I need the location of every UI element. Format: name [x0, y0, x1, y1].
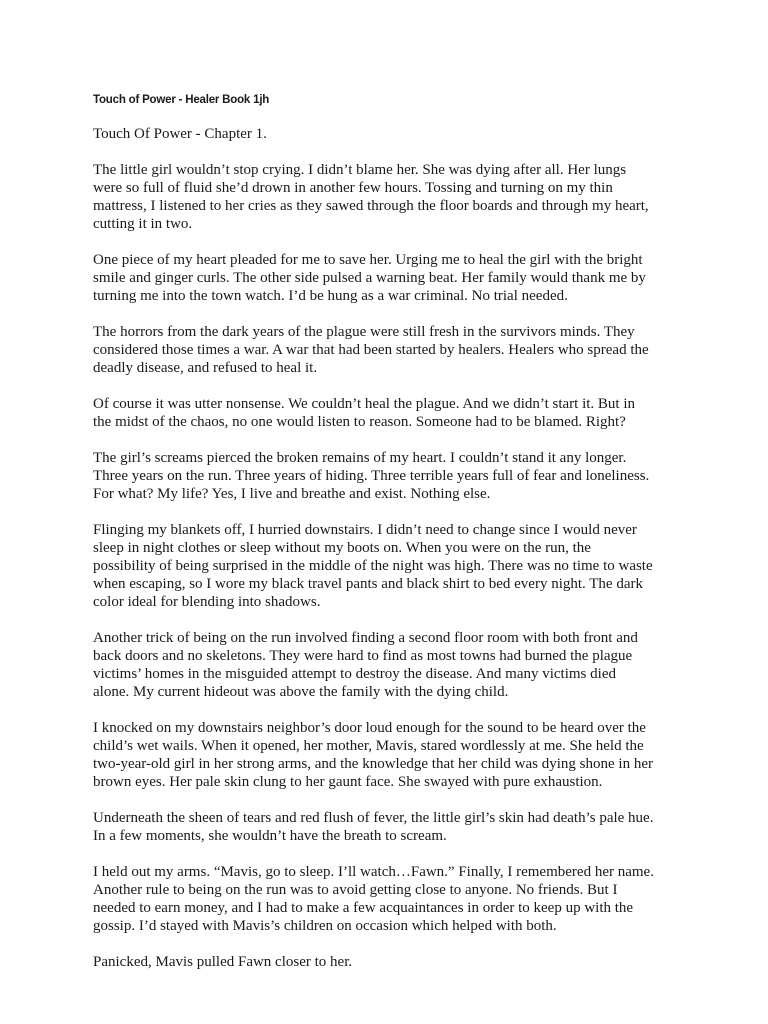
text-line: gossip. I’d stayed with Mavis’s children on occasion which helped with both. [93, 918, 557, 934]
text-line: two-year-old girl in her strong arms, and the knowledge that her child was dying shone in her [93, 756, 653, 772]
text-line: possibility of being surprised in the middle of the night was high. There was no time to waste [93, 558, 653, 574]
document-header: Touch of Power - Healer Book 1jh [93, 94, 270, 106]
text-line: considered those times a war. A war that had been started by healers. Healers who spread the [93, 342, 649, 358]
paragraph [93, 809, 713, 845]
text-line: Another rule to being on the run was to avoid getting close to anyone. No friends. But I [93, 882, 618, 898]
text-line: turning me into the town watch. I’d be hung as a war criminal. No trial needed. [93, 288, 568, 304]
text-line: victims’ homes in the misguided attempt to destroy the disease. And many victims died [93, 666, 616, 682]
paragraph [93, 863, 713, 935]
text-line: were so full of fluid she’d drown in another few hours. Tossing and turning on my thin [93, 180, 613, 196]
text-line: Flinging my blankets off, I hurried downstairs. I didn’t need to change since I would never [93, 522, 637, 538]
paragraph [93, 719, 713, 791]
text-line: Another trick of being on the run involved finding a second floor room with both front and [93, 630, 638, 646]
text-line: I held out my arms. “Mavis, go to sleep. I’ll watch…Fawn.” Finally, I remembered her name. [93, 864, 654, 880]
document-body [93, 161, 713, 989]
text-line: back doors and no skeletons. They were hard to find as most towns had burned the plague [93, 648, 633, 664]
text-line: mattress, I listened to her cries as they sawed through the floor boards and through my heart, [93, 198, 649, 214]
text-line: the midst of the chaos, no one would listen to reason. Someone had to be blamed. Right? [93, 414, 626, 430]
paragraph [93, 629, 713, 701]
text-line: The girl’s screams pierced the broken remains of my heart. I couldn’t stand it any longer. [93, 450, 627, 466]
text-line: when escaping, so I wore my black travel pants and black shirt to bed every night. The dark [93, 576, 643, 592]
text-line: The little girl wouldn’t stop crying. I didn’t blame her. She was dying after all. Her lungs [93, 162, 627, 178]
text-line: I knocked on my downstairs neighbor’s door loud enough for the sound to be heard over the [93, 720, 646, 736]
paragraph [93, 161, 713, 233]
paragraph [93, 521, 713, 611]
text-line: needed to earn money, and I had to make a few acquaintances in order to keep up with the [93, 900, 634, 916]
text-line: child’s wet wails. When it opened, her mother, Mavis, stared wordlessly at me. She held the [93, 738, 644, 754]
chapter-title: Touch Of Power - Chapter 1. [93, 126, 267, 142]
paragraph [93, 251, 713, 305]
text-line: Panicked, Mavis pulled Fawn closer to her. [93, 954, 353, 970]
paragraph [93, 449, 713, 503]
text-line: color ideal for blending into shadows. [93, 594, 321, 610]
text-line: smile and ginger curls. The other side pulsed a warning beat. Her family would thank me by [93, 270, 646, 286]
paragraph [93, 953, 713, 971]
text-line: deadly disease, and refused to heal it. [93, 360, 318, 376]
paragraph [93, 323, 713, 377]
text-line: In a few moments, she wouldn’t have the breath to scream. [93, 828, 447, 844]
text-line: One piece of my heart pleaded for me to save her. Urging me to heal the girl with the bright [93, 252, 643, 268]
text-line: For what? My life? Yes, I live and breathe and exist. Nothing else. [93, 486, 491, 502]
text-line: brown eyes. Her pale skin clung to her gaunt face. She swayed with pure exhaustion. [93, 774, 603, 790]
text-line: Underneath the sheen of tears and red flush of fever, the little girl’s skin had death’s pale hue. [93, 810, 654, 826]
text-line: Of course it was utter nonsense. We couldn’t heal the plague. And we didn’t start it. But in [93, 396, 636, 412]
text-line: cutting it in two. [93, 216, 193, 232]
text-line: sleep in night clothes or sleep without my boots on. When you were on the run, the [93, 540, 591, 556]
text-line: alone. My current hideout was above the family with the dying child. [93, 684, 509, 700]
paragraph [93, 395, 713, 431]
text-line: Three years on the run. Three years of hiding. Three terrible years full of fear and loneliness. [93, 468, 650, 484]
text-line: The horrors from the dark years of the plague were still fresh in the survivors minds. They [93, 324, 635, 340]
